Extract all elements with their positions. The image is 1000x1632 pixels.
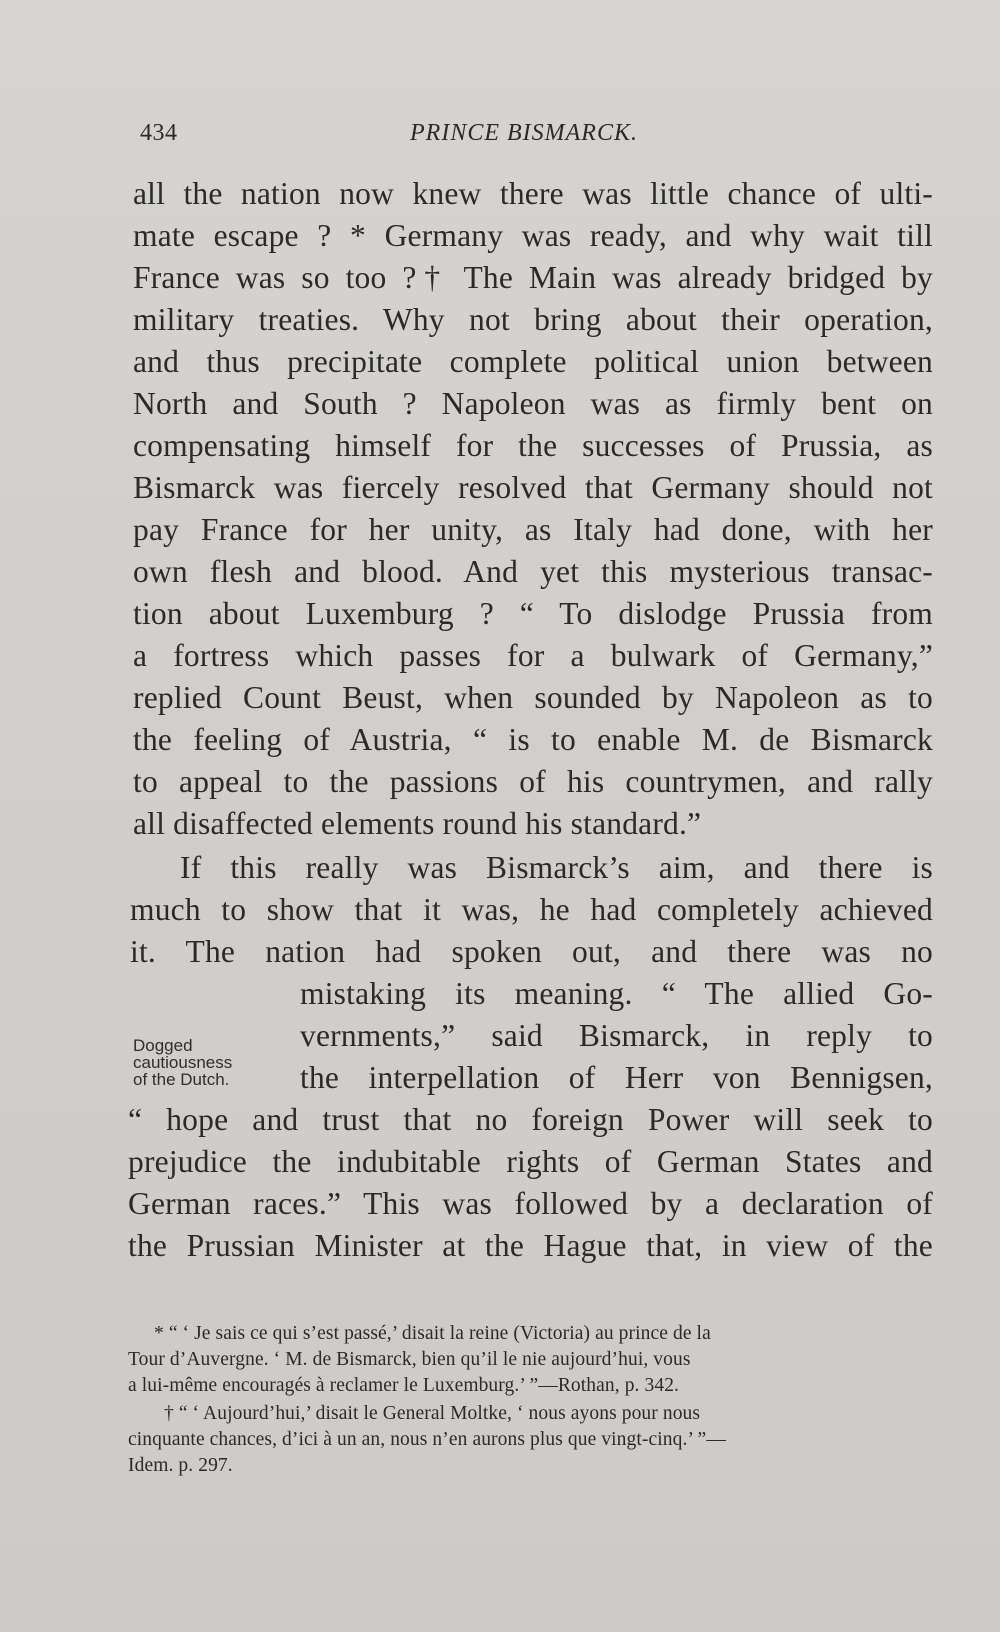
text-line: and thus precipitate complete political union between bbox=[133, 344, 933, 379]
margin-note bbox=[133, 1037, 293, 1088]
margin-note-line: of the Dutch. bbox=[133, 1070, 230, 1089]
page-number: 434 bbox=[140, 120, 178, 146]
running-head: PRINCE BISMARCK. bbox=[410, 120, 638, 146]
text-line: compensating himself for the successes of Prussia, as bbox=[133, 428, 933, 463]
text-line: all disaffected elements round his standard.” bbox=[133, 806, 702, 841]
text-line: military treaties. Why not bring about their operation, bbox=[133, 302, 933, 337]
text-line: mate escape ? * Germany was ready, and why wait till bbox=[133, 218, 933, 253]
text-line: own flesh and blood. And yet this mysterious transac- bbox=[133, 554, 933, 589]
page-header bbox=[140, 120, 940, 154]
text-line: German races.” This was followed by a declaration of bbox=[128, 1186, 933, 1221]
text-line: prejudice the indubitable rights of German States and bbox=[128, 1144, 933, 1179]
margin-note-line: Dogged bbox=[133, 1036, 193, 1055]
footnote-line: * “ ‘ Je sais ce qui s’est passé,’ disait la reine (Victoria) au prince de la bbox=[154, 1323, 711, 1344]
text-line: tion about Luxemburg ? “ To dislodge Prussia from bbox=[133, 596, 933, 631]
text-line: the interpellation of Herr von Bennigsen, bbox=[300, 1060, 933, 1095]
footnote-line: cinquante chances, d’ici à un an, nous n’en aurons plus que vingt-cinq.’ ”— bbox=[128, 1429, 726, 1450]
text-line: to appeal to the passions of his countrymen, and rally bbox=[133, 764, 933, 799]
margin-note-line: cautiousness bbox=[133, 1053, 233, 1072]
text-line: the feeling of Austria, “ is to enable M. de Bismarck bbox=[133, 722, 933, 757]
footnote-line: Tour d’Auvergne. ‘ M. de Bismarck, bien qu’il le nie aujourd’hui, vous bbox=[128, 1349, 691, 1370]
text-line: a fortress which passes for a bulwark of Germany,” bbox=[133, 638, 933, 673]
text-line: If this really was Bismarck’s aim, and there is bbox=[180, 850, 933, 885]
text-line: it. The nation had spoken out, and there was no bbox=[130, 934, 933, 969]
text-line: North and South ? Napoleon was as firmly bent on bbox=[133, 386, 933, 421]
text-line: vernments,” said Bismarck, in reply to bbox=[300, 1018, 933, 1053]
text-line: mistaking its meaning. “ The allied Go- bbox=[300, 976, 933, 1011]
footnote-line: Idem. p. 297. bbox=[128, 1455, 233, 1476]
text-line: pay France for her unity, as Italy had done, with her bbox=[133, 512, 933, 547]
text-line: replied Count Beust, when sounded by Napoleon as to bbox=[133, 680, 933, 715]
text-line: all the nation now knew there was little chance of ulti- bbox=[133, 176, 933, 211]
text-line: much to show that it was, he had completely achieved bbox=[130, 892, 933, 927]
footnote-line: a lui-même encouragés à reclamer le Luxemburg.’ ”—Rothan, p. 342. bbox=[128, 1375, 680, 1396]
text-line: the Prussian Minister at the Hague that, in view of the bbox=[128, 1228, 933, 1263]
text-line: Bismarck was fiercely resolved that Germany should not bbox=[133, 470, 933, 505]
footnote-line: † “ ‘ Aujourd’hui,’ disait le General Moltke, ‘ nous ayons pour nous bbox=[164, 1403, 701, 1424]
text-line: France was so too ?† The Main was already bridged by bbox=[133, 260, 933, 295]
text-line: “ hope and trust that no foreign Power will seek to bbox=[128, 1102, 933, 1137]
